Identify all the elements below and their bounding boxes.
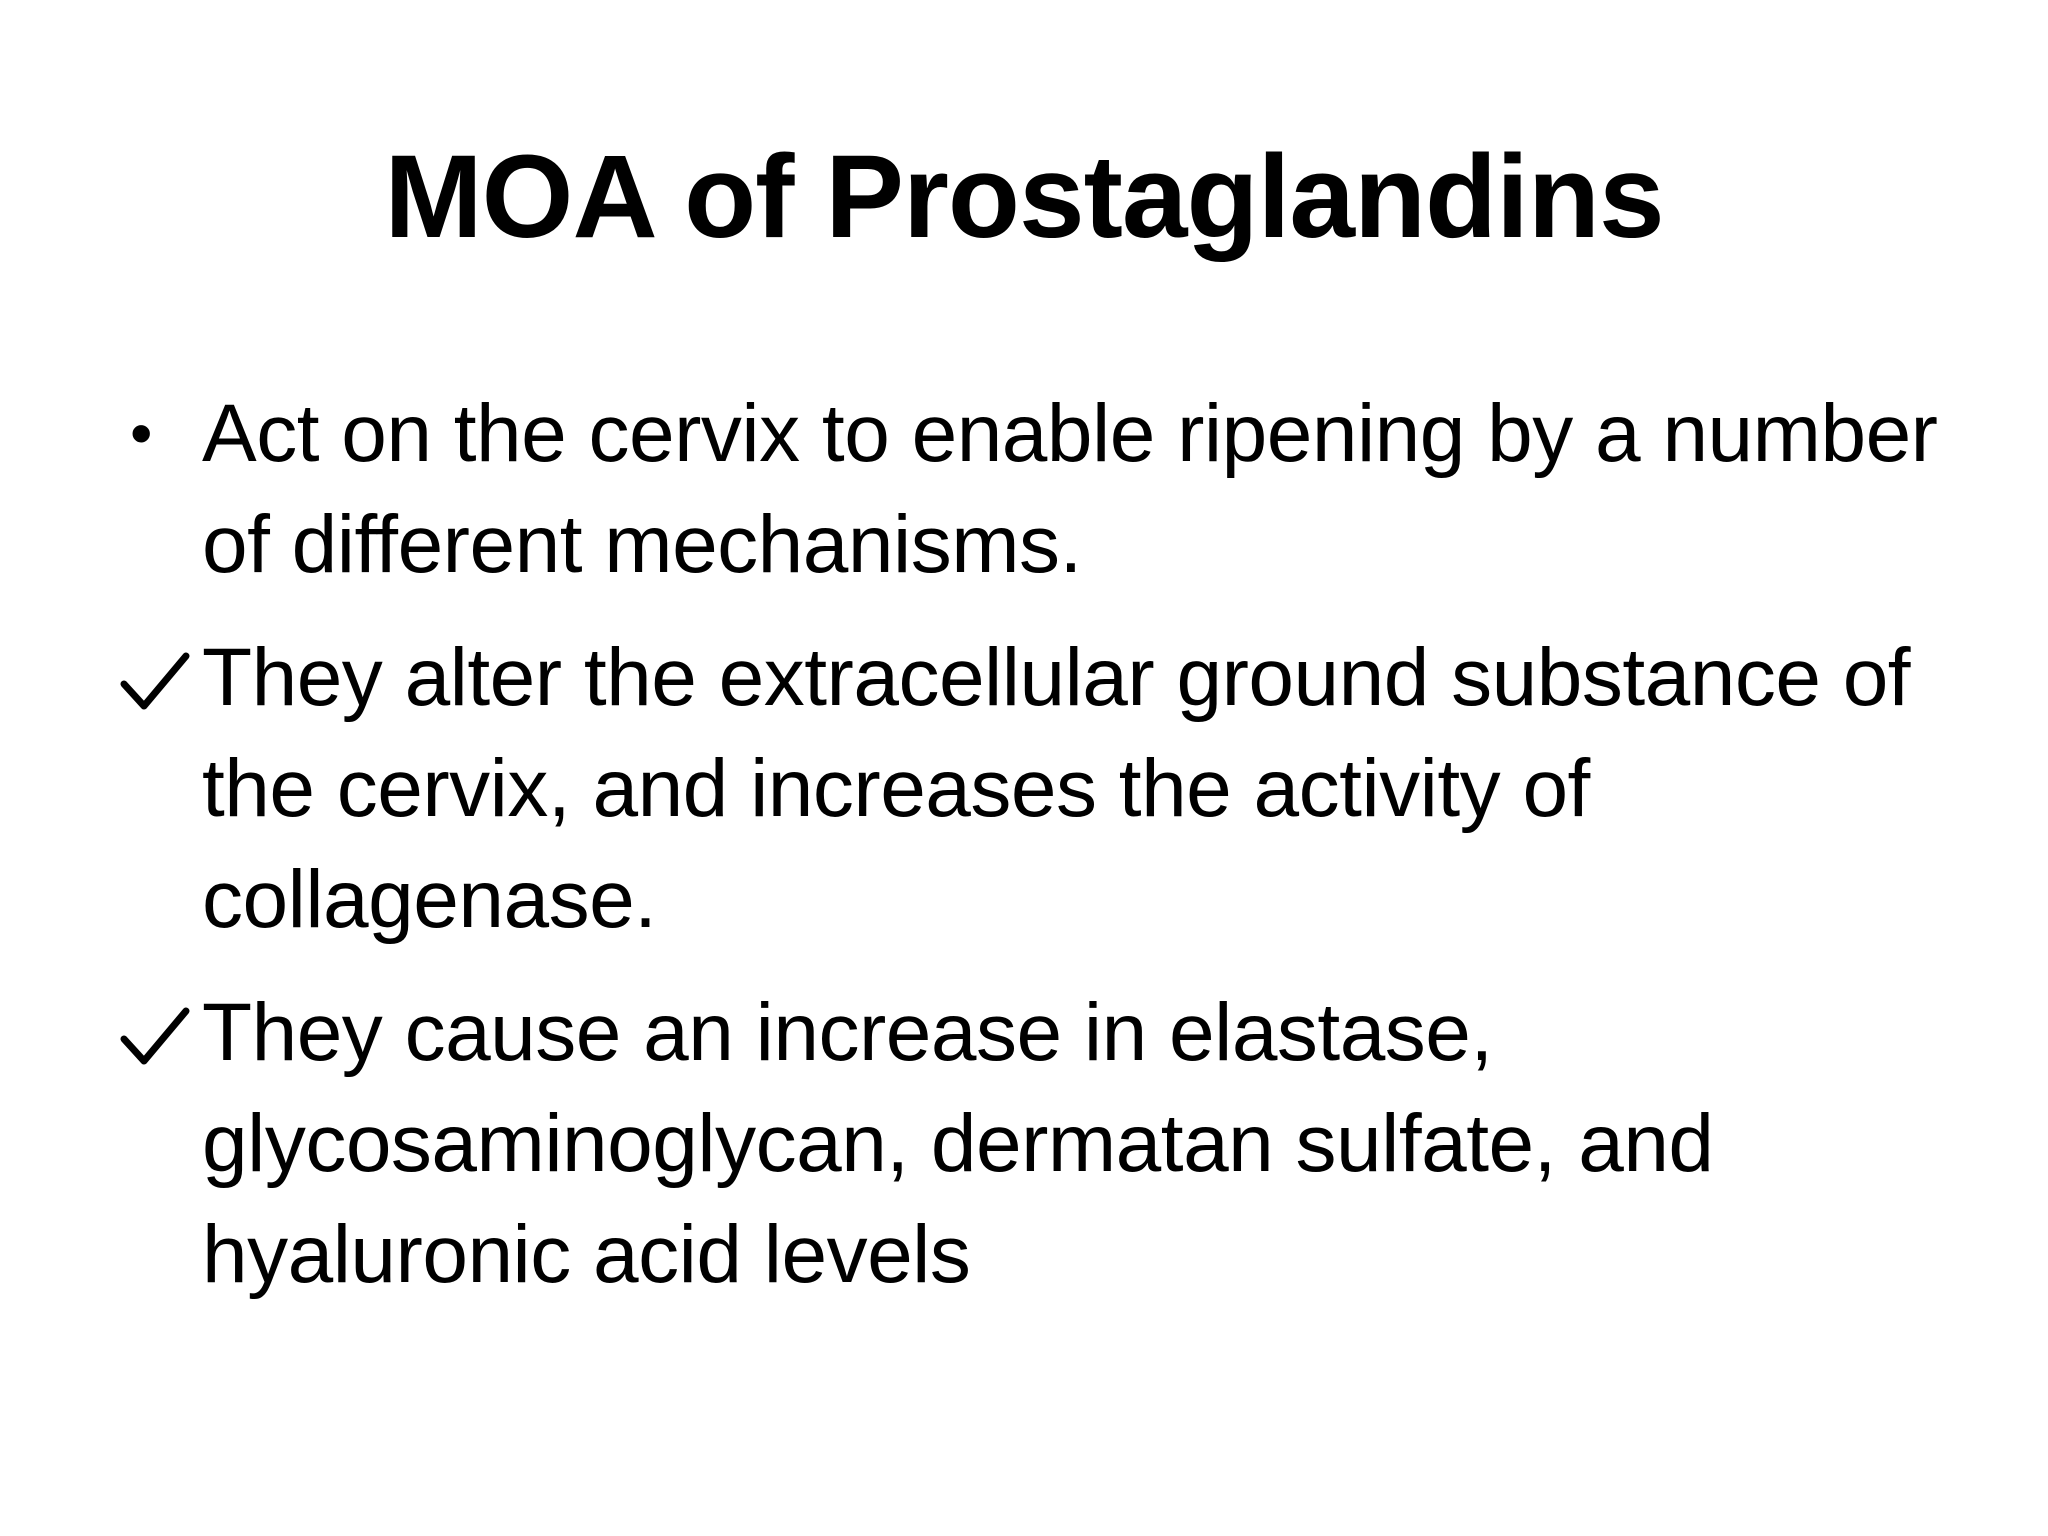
slide-title: MOA of Prostaglandins <box>384 131 1664 263</box>
list-item <box>120 977 1960 1310</box>
list-item <box>120 378 1960 600</box>
bullet-dot-icon: • <box>130 397 153 469</box>
bullet-list <box>120 378 1960 1332</box>
bullet-text: Act on the cervix to enable ripening by a number of different mechanisms. <box>202 388 1938 590</box>
checkmark-icon <box>120 622 202 733</box>
checkmark-icon <box>120 977 202 1088</box>
list-item <box>120 622 1960 955</box>
bullet-text: They cause an increase in elastase, glycosaminoglycan, dermatan sulfate, and hyaluronic acid levels <box>202 987 1714 1300</box>
bullet-text: They alter the extracellular ground substance of the cervix, and increases the activity of collagenase. <box>202 632 1911 945</box>
